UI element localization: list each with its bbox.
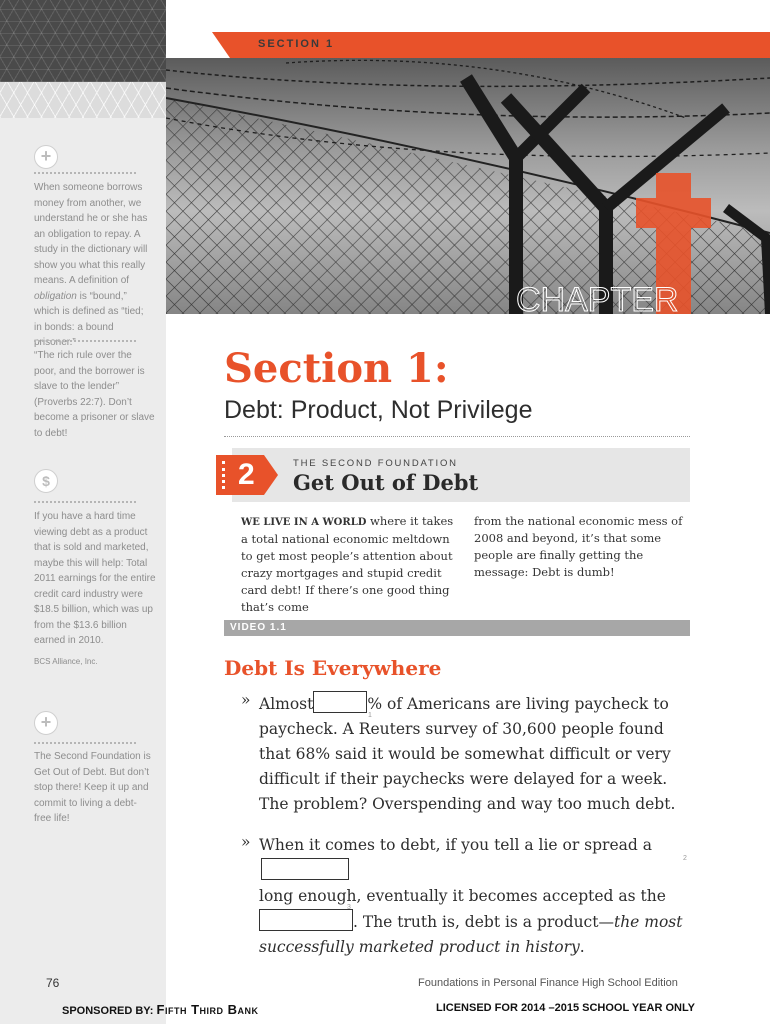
license-line: LICENSED FOR 2014 –2015 SCHOOL YEAR ONLY [436, 1002, 695, 1014]
plus-icon: + [34, 145, 58, 169]
foundation-kicker: THE SECOND FOUNDATION [293, 458, 458, 469]
foundation-dots [222, 461, 228, 489]
blank-number-2: 2 [683, 855, 687, 862]
sidebar-note-obligation [34, 180, 154, 351]
sponsor-prefix: SPONSORED BY: [62, 1005, 154, 1017]
barbed-wire-photo [166, 58, 770, 314]
intro-column-right: from the national economic mess of 2008 and beyond, it’s that some people are finally getting the message: Debt is dumb! [474, 514, 683, 579]
bullet-item-1 [259, 691, 699, 817]
foundation-badge-arrow [264, 455, 278, 495]
barbed-wire-illustration [166, 58, 770, 314]
bullet-text: When it comes to debt, if you tell a lie or spread a [259, 836, 652, 854]
blank-number-3: 3 [347, 904, 351, 911]
bullet-marker: » [241, 833, 251, 851]
section-tab-edge [212, 32, 230, 58]
subsection-heading: Debt Is Everywhere [224, 656, 442, 680]
divider [34, 742, 136, 744]
chapter-label: CHAPTER [516, 281, 679, 319]
bullet-item-2 [259, 833, 699, 960]
foundation-title: Get Out of Debt [293, 470, 479, 495]
divider [34, 340, 136, 342]
bullet-text: . [579, 938, 585, 956]
bullet-emphasis: the most successfully marketed product in history [259, 913, 683, 956]
section-title: Section 1: [224, 345, 449, 392]
sidebar-quote: “The rich rule over the poor, and the borrower is slave to the lender” (Proverbs 22:7). Don’t become a prisoner or slave to debt! [34, 350, 155, 439]
blank-number-1: 1 [368, 712, 372, 719]
intro-lead-in: WE LIVE IN A WORLD [241, 517, 367, 528]
divider [34, 501, 136, 503]
video-bar [224, 620, 690, 636]
header-pattern [0, 0, 166, 82]
divider [34, 172, 136, 174]
sidebar-note-foundation: The Second Foundation is Get Out of Debt. But don’t stop there! Keep it up and commit to living a debt-free life! [34, 751, 151, 824]
sponsor-name: Fifth Third Bank [156, 1002, 259, 1017]
fill-in-blank-2[interactable] [261, 858, 349, 880]
page-number: 76 [46, 976, 60, 990]
sponsor-line [62, 1002, 259, 1017]
sidebar-note-text: When someone borrows money from another, we understand he or she has an obligation to repay. A study in the dictionary will show you what this really means. A definition of obligation is “bound,” which is defined as “tied; in bonds: a bound prisoner.” [34, 182, 148, 348]
section-subtitle: Debt: Product, Not Privilege [224, 396, 533, 424]
sidebar-pattern-band [0, 82, 166, 118]
divider [224, 436, 690, 437]
book-title: Foundations in Personal Finance High School Edition [418, 977, 678, 989]
bullet-text: % of Americans are living paycheck to [367, 695, 669, 713]
bullet-line-2: long enough, eventually it becomes accepted as the [259, 887, 666, 905]
intro-text: where it takes a total national economic meltdown to get most people’s attention about crazy mortgages and stupid credit card debt! If there’s one good thing that’s come [241, 514, 454, 614]
fill-in-blank-1[interactable] [313, 691, 367, 713]
foundation-number: 2 [238, 458, 255, 491]
bullet-line-1 [259, 833, 699, 884]
bullet-line-3 [259, 909, 699, 960]
fill-in-blank-3[interactable] [259, 909, 353, 931]
bullet-text: . The truth is, debt is a product— [353, 913, 614, 931]
intro-column-left [241, 513, 463, 616]
plus-icon: + [34, 711, 58, 735]
sidebar-source: BCS Alliance, Inc. [34, 657, 98, 666]
dollar-icon: $ [34, 469, 58, 493]
video-label: VIDEO 1.1 [230, 622, 287, 633]
sidebar-note-credit: If you have a hard time viewing debt as a product that is sold and marketed, maybe this will help: Total 2011 earnings for the entire credit card industry were $18.5 billion, which was up from the $13.6 billion earned in 2010. [34, 511, 156, 646]
bullet-marker: » [241, 691, 251, 709]
section-tab-label: SECTION 1 [258, 38, 335, 50]
bullet-text: Almost [259, 695, 314, 713]
bullet-text: paycheck. A Reuters survey of 30,600 people found that 68% said it would be somewhat difficult or very difficult if their paychecks were delayed for a week. The problem? Overspending and way too much debt. [259, 720, 676, 813]
emphasis: obligation [34, 290, 77, 302]
